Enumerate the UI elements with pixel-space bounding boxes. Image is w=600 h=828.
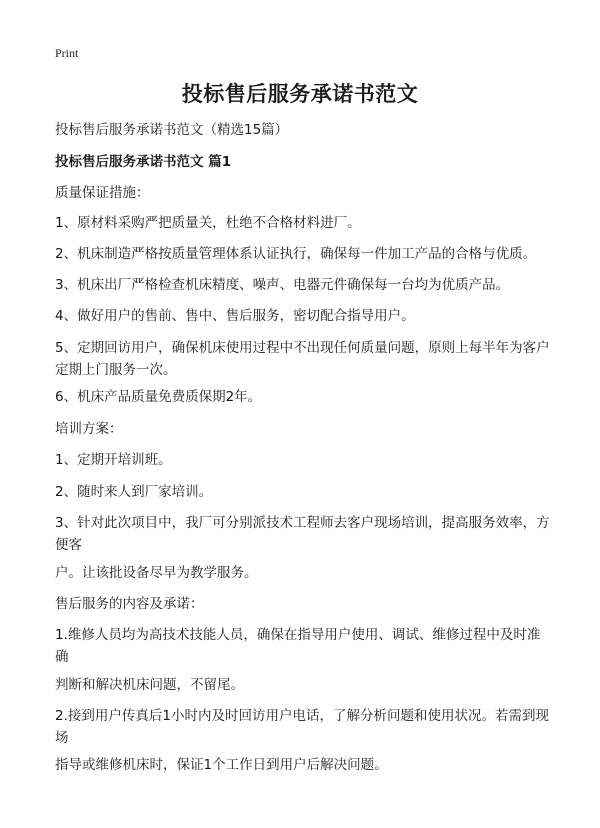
service-item-1: 1.维修人员均为高技术技能人员，确保在指导用户使用、调试、维修过程中及时准确 bbox=[55, 627, 541, 665]
quality-item-6: 6、机床产品质量免费质保期2年。 bbox=[55, 389, 262, 405]
training-item-3: 3、针对此次项目中，我厂可分别派技术工程师去客户现场培训，提高服务效率，方便客 bbox=[55, 515, 550, 553]
print-label[interactable]: Print bbox=[55, 46, 79, 60]
quality-item-5: 5、定期回访用户，确保机床使用过程中不出现任何质量问题，原则上每半年为客户定期上门服务一次。 bbox=[55, 340, 550, 378]
training-item-3-cont: 户。让该批设备尽早为教学服务。 bbox=[55, 565, 258, 581]
service-heading: 售后服务的内容及承诺： bbox=[55, 596, 204, 612]
section-heading: 投标售后服务承诺书范文 篇1 bbox=[55, 154, 232, 170]
document-subtitle: 投标售后服务承诺书范文（精选15篇） bbox=[55, 122, 289, 138]
training-heading: 培训方案： bbox=[55, 421, 123, 437]
service-item-1-cont: 判断和解决机床问题，不留尾。 bbox=[55, 677, 244, 693]
quality-item-1: 1、原材料采购严把质量关，杜绝不合格材料进厂。 bbox=[55, 215, 361, 231]
quality-item-2: 2、机床制造严格按质量管理体系认证执行，确保每一件加工产品的合格与优质。 bbox=[55, 246, 537, 262]
quality-heading: 质量保证措施： bbox=[55, 185, 150, 201]
quality-item-3: 3、机床出厂严格检查机床精度、噪声、电器元件确保每一台均为优质产品。 bbox=[55, 277, 510, 293]
service-item-2-cont: 指导或维修机床时，保证1个工作日到用户后解决问题。 bbox=[55, 757, 388, 773]
training-item-1: 1、定期开培训班。 bbox=[55, 452, 172, 468]
training-item-2: 2、随时来人到厂家培训。 bbox=[55, 484, 213, 500]
quality-item-4: 4、做好用户的售前、售中、售后服务，密切配合指导用户。 bbox=[55, 308, 415, 324]
service-item-2: 2.接到用户传真后1小时内及时回访用户电话，了解分析问题和使用状况。若需到现场 bbox=[55, 708, 549, 746]
document-title: 投标售后服务承诺书范文 bbox=[181, 82, 419, 106]
